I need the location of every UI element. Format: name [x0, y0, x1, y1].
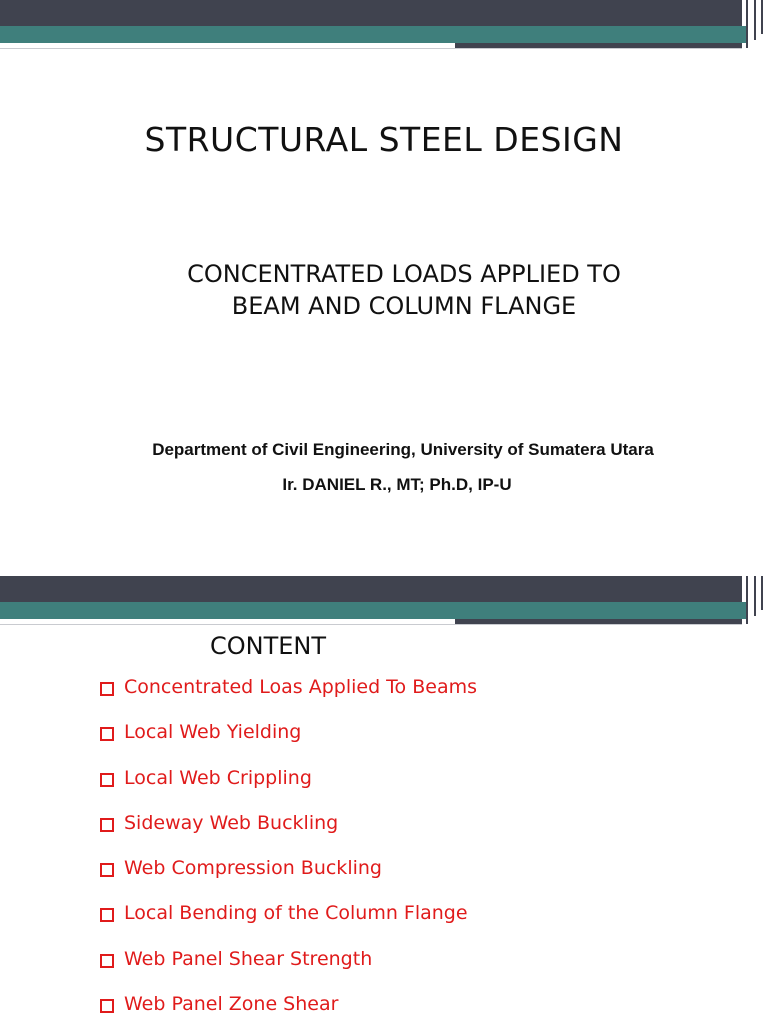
list-item [100, 767, 477, 812]
header-band-dark-stripe [0, 0, 742, 26]
header-band-dark-stripe [0, 576, 742, 602]
content-heading: CONTENT [210, 632, 327, 660]
header-band-vertical-bar [761, 0, 763, 34]
header-band-vertical-bar [746, 0, 748, 48]
list-item [100, 902, 477, 947]
content-list [100, 676, 477, 1024]
subtitle-line-1: CONCENTRATED LOADS APPLIED TO [187, 260, 621, 288]
header-band-vertical-bar [754, 576, 756, 616]
header-band [0, 0, 768, 48]
square-bullet-icon [100, 727, 114, 741]
header-band-vertical-bar [754, 0, 756, 40]
square-bullet-icon [100, 863, 114, 877]
list-item [100, 948, 477, 993]
subtitle-line-2: BEAM AND COLUMN FLANGE [231, 292, 577, 320]
content-slide [0, 576, 768, 1024]
list-item [100, 993, 477, 1024]
square-bullet-icon [100, 682, 114, 696]
header-band-rule [0, 48, 742, 49]
slide-subtitle [0, 258, 768, 322]
list-item-label: Web Panel Zone Shear [124, 993, 339, 1016]
header-band-teal-stripe [0, 602, 742, 619]
list-item-label: Web Compression Buckling [124, 857, 382, 880]
list-item-label: Concentrated Loas Applied To Beams [124, 676, 477, 698]
list-item [100, 857, 477, 902]
list-item [100, 721, 477, 766]
list-item-label: Web Panel Shear Strength [124, 947, 373, 970]
list-item [100, 812, 477, 857]
list-item-label: Local Bending of the Column Flange [124, 902, 468, 925]
header-band-vertical-bar [746, 576, 748, 624]
list-item-label: Local Web Yielding [124, 721, 302, 744]
list-item-label: Local Web Crippling [124, 766, 312, 789]
square-bullet-icon [100, 999, 114, 1013]
square-bullet-icon [100, 908, 114, 922]
author-text: Ir. DANIEL R., MT; Ph.D, IP-U [282, 475, 512, 494]
list-item [100, 676, 477, 721]
department-text: Department of Civil Engineering, University of Sumatera Utara [152, 440, 654, 459]
square-bullet-icon [100, 818, 114, 832]
square-bullet-icon [100, 954, 114, 968]
header-band-teal-stripe [0, 26, 742, 43]
square-bullet-icon [100, 773, 114, 787]
slide-title: STRUCTURAL STEEL DESIGN [144, 120, 624, 159]
list-item-label: Sideway Web Buckling [124, 811, 339, 834]
header-band-rule [0, 624, 742, 625]
header-band-vertical-bar [761, 576, 763, 610]
header-band [0, 576, 768, 624]
slide-separator [0, 562, 768, 576]
